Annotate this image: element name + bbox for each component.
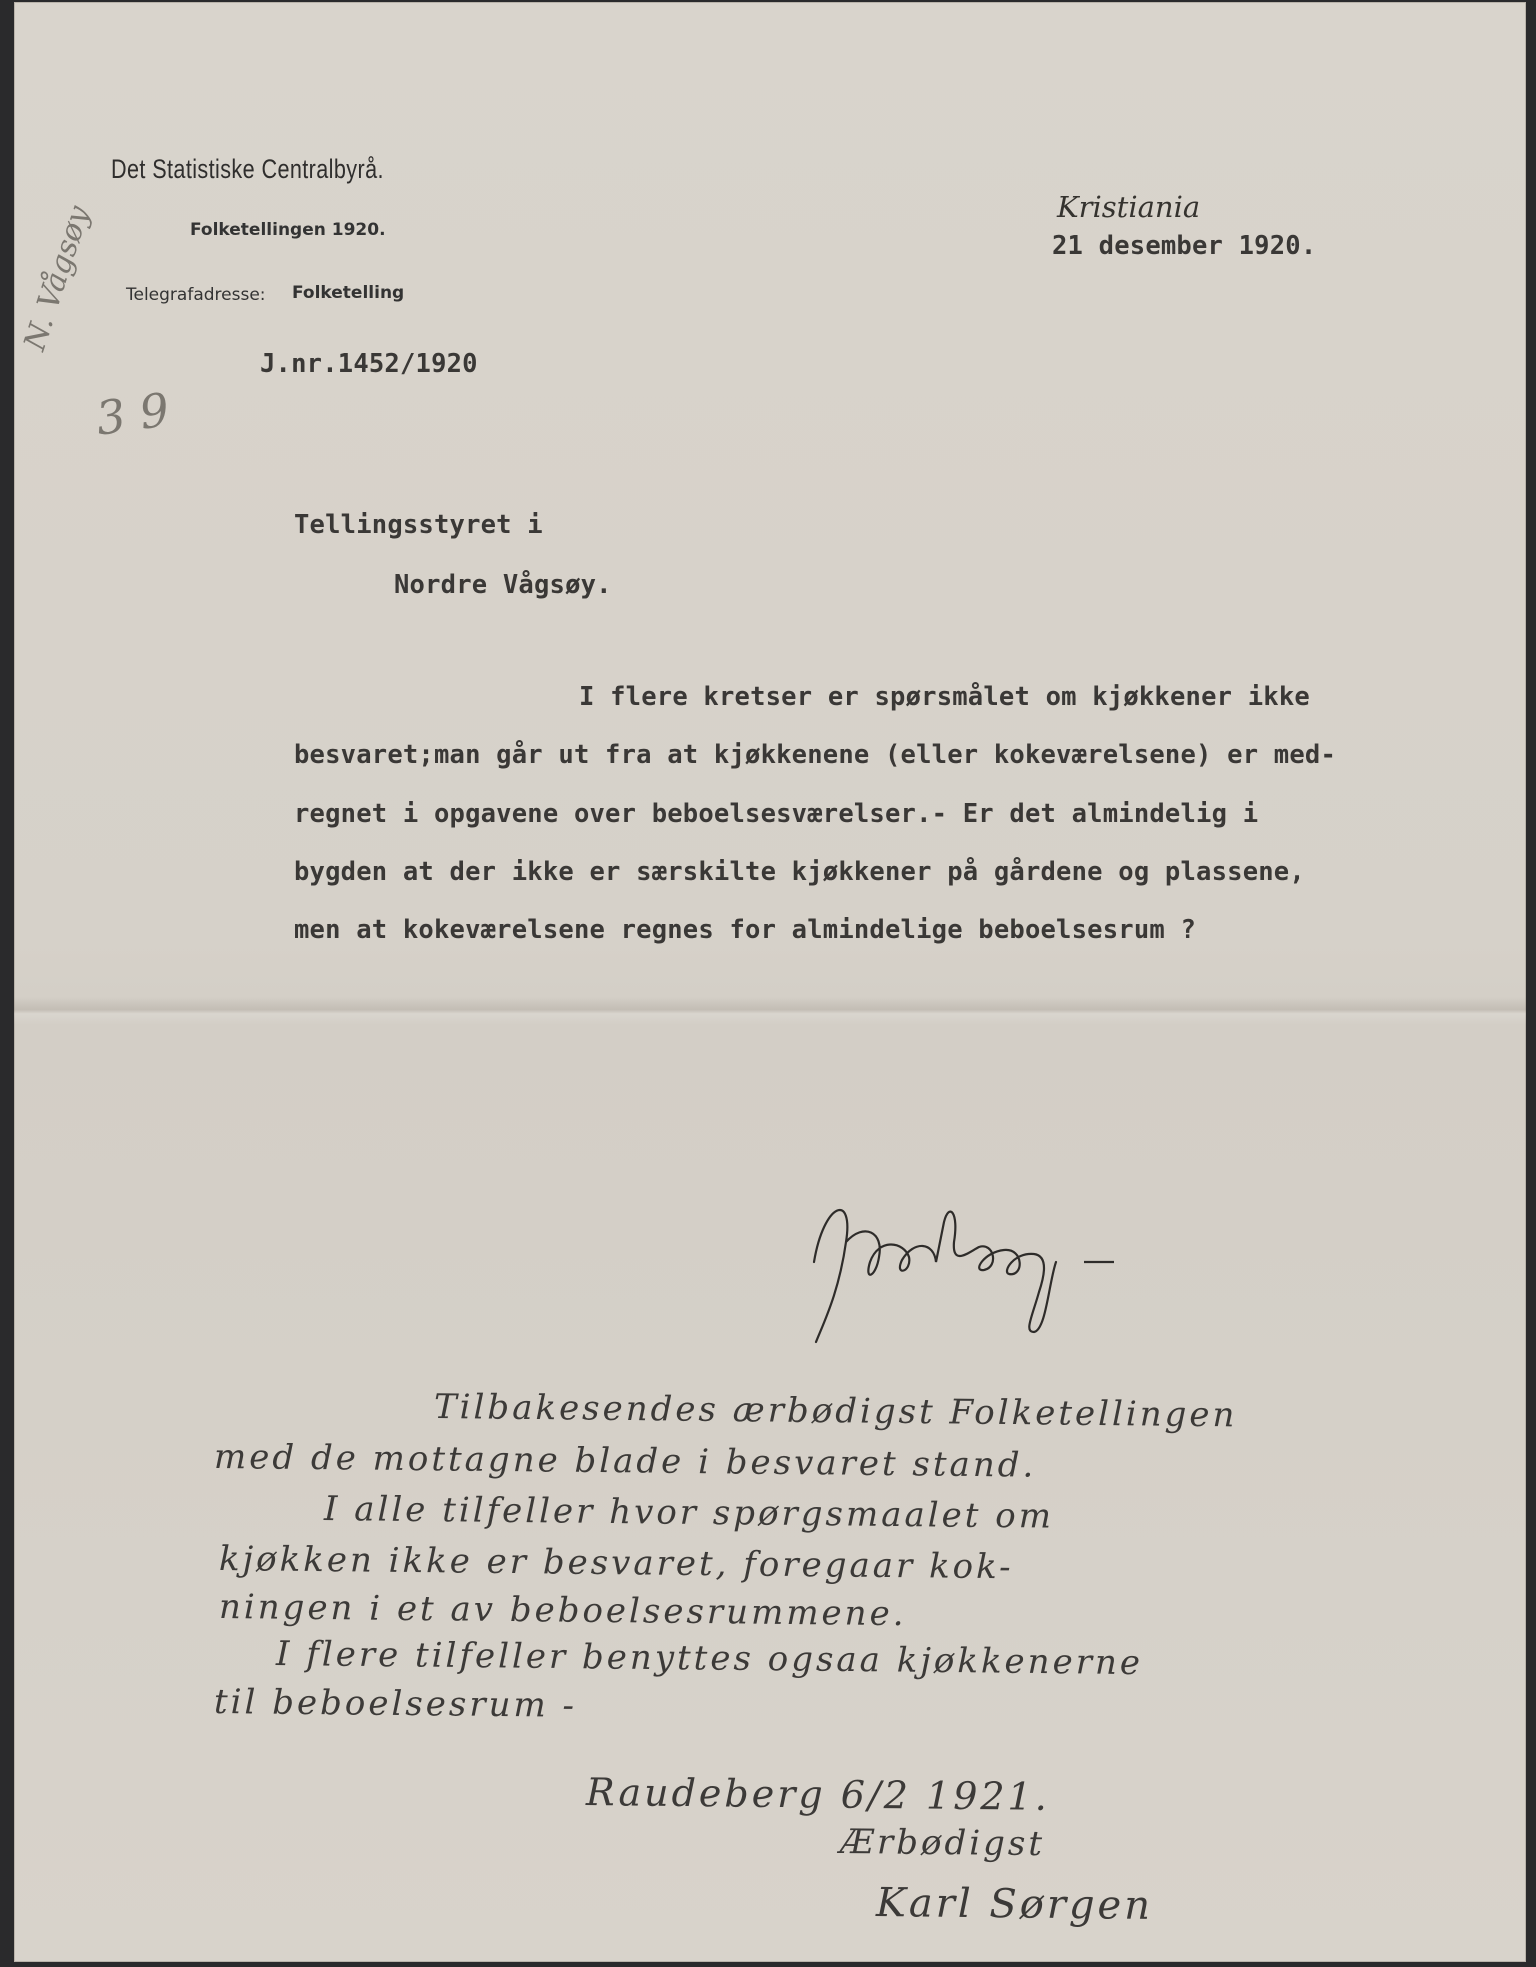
- page-fold: [14, 997, 1526, 1025]
- journal-number: J.nr.1452/1920: [260, 349, 478, 379]
- addressee-line-2: Nordre Vågsøy.: [394, 570, 612, 600]
- reply-closing: Ærbødigst: [839, 1822, 1046, 1865]
- organization-name: Det Statistiske Centralbyrå.: [111, 154, 384, 184]
- reply-line: I flere tilfeller benyttes ogsaa kjøkkenerne: [275, 1634, 1144, 1684]
- reply-line: kjøkken ikke er besvaret, foregaar kok-: [218, 1539, 1014, 1588]
- letter-page: [14, 2, 1526, 1962]
- signature-scribble: [784, 1182, 1164, 1352]
- reply-line: ningen i et av beboelsesrummene.: [218, 1587, 907, 1635]
- telegram-value: Folketelling: [292, 283, 405, 303]
- body-line: men at kokeværelsene regnes for almindelige beboelsesrum ?: [294, 915, 1197, 945]
- margin-note-number: 3 9: [92, 382, 173, 446]
- reply-line: I alle tilfeller hvor spørgsmaalet om: [323, 1489, 1055, 1537]
- body-line: I flere kretser er spørsmålet om kjøkkener ikke: [579, 682, 1310, 712]
- margin-note-place: N. Vågsøy: [17, 201, 97, 355]
- place-name: Kristiania: [1057, 190, 1201, 224]
- department-name: Folketellingen 1920.: [190, 220, 386, 240]
- reply-signature: Karl Sørgen: [875, 1880, 1154, 1929]
- body-line: besvaret;man går ut fra at kjøkkenene (eller kokeværelsene) er med-: [294, 740, 1337, 770]
- telegram-label: Telegrafadresse:: [126, 285, 266, 305]
- letter-date: 21 desember 1920.: [1052, 231, 1317, 261]
- reply-line: Tilbakesendes ærbødigst Folketellingen: [433, 1387, 1238, 1436]
- body-line: bygden at der ikke er særskilte kjøkkener på gårdene og plassene,: [294, 857, 1305, 887]
- reply-line: med de mottagne blade i besvaret stand.: [213, 1437, 1037, 1486]
- body-line: regnet i opgavene over beboelsesværelser.- Er det almindelig i: [294, 799, 1259, 829]
- reply-place-date: Raudeberg 6/2 1921.: [585, 1770, 1051, 1819]
- addressee-line-1: Tellingsstyret i: [294, 510, 543, 540]
- reply-line: til beboelsesrum -: [213, 1682, 578, 1726]
